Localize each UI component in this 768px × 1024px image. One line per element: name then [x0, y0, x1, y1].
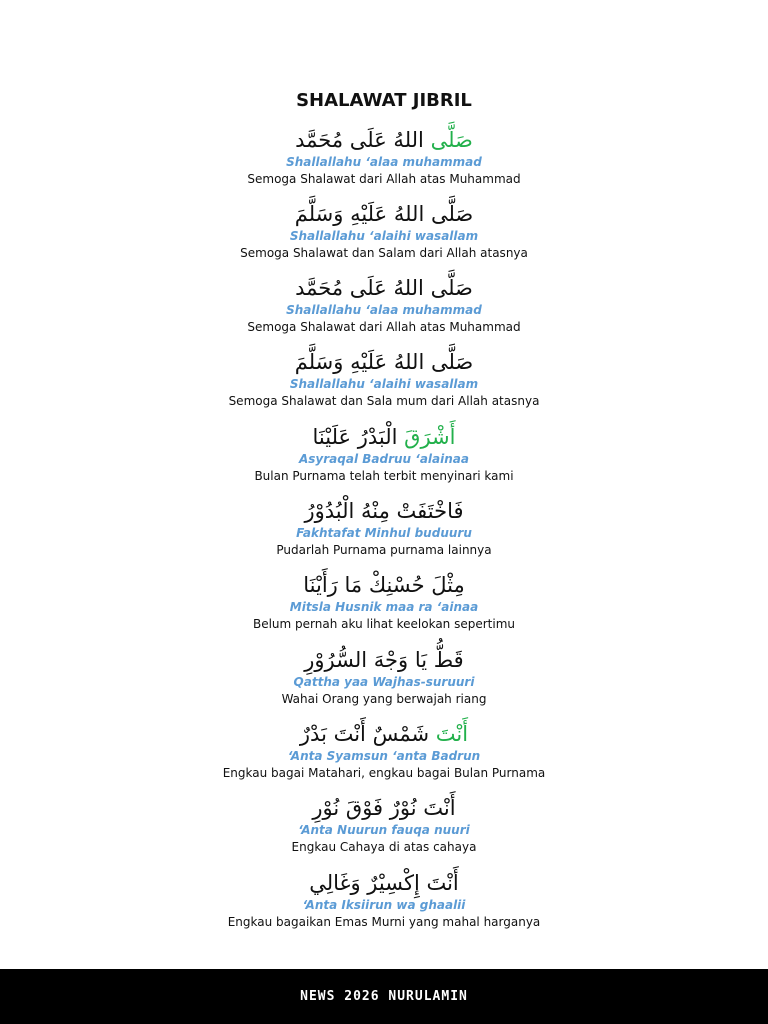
arabic-line: [0, 794, 768, 822]
arabic-line: [0, 571, 768, 599]
verse-4: [0, 348, 768, 410]
translation: Semoga Shalawat dan Salam dari Allah atasnya: [240, 246, 528, 260]
arabic-highlight: أَشْرَقَ: [404, 425, 456, 449]
transliteration: Mitsla Husnik maa ra ‘ainaa: [289, 600, 479, 614]
arabic-text: أَنْتَ نُوْرٌ فَوْقَ نُوْرِ: [312, 796, 456, 820]
transliteration: ‘Anta Iksiirun wa ghaalii: [302, 898, 466, 912]
verse-6: [0, 497, 768, 559]
transliteration: Shallallahu ‘alaihi wasallam: [289, 229, 479, 243]
translation: Engkau bagai Matahari, engkau bagai Bulan Purnama: [222, 766, 546, 780]
arabic-text: صَلَّى اللهُ عَلَى مُحَمَّد: [295, 276, 473, 300]
translation: Belum pernah aku lihat keelokan sepertimu: [252, 617, 516, 631]
arabic-text: فَاخْتَفَتْ مِنْهُ الْبُدُوْرُ: [304, 499, 464, 523]
arabic-highlight: أَنْتَ: [435, 722, 469, 746]
transliteration: Shallallahu ‘alaa muhammad: [286, 155, 482, 169]
verse-5: [0, 423, 768, 485]
transliteration: Shallallahu ‘alaa muhammad: [286, 303, 482, 317]
arabic-line: [0, 869, 768, 897]
arabic-text: شَمْسٌ أَنْتَ بَدْرٌ: [299, 722, 430, 746]
arabic-line: [0, 126, 768, 154]
arabic-line: [0, 274, 768, 302]
arabic-line: [0, 200, 768, 228]
arabic-line: [0, 720, 768, 748]
verse-8: [0, 646, 768, 708]
transliteration: Fakhtafat Minhul buduuru: [296, 526, 472, 540]
translation: Semoga Shalawat dari Allah atas Muhammad: [247, 172, 521, 186]
transliteration: Asyraqal Badruu ‘alainaa: [299, 452, 469, 466]
translation: Pudarlah Purnama purnama lainnya: [276, 543, 492, 557]
arabic-line: [0, 646, 768, 674]
verse-10: [0, 794, 768, 856]
arabic-text: الْبَدْرُ عَلَيْنَا: [312, 425, 398, 449]
arabic-text: صَلَّى اللهُ عَلَيْهِ وَسَلَّمَ: [294, 350, 474, 374]
transliteration: ‘Anta Nuurun fauqa nuuri: [298, 823, 470, 837]
arabic-text: قَطُّ يَا وَجْهَ السُّرُوْرِ: [304, 648, 464, 672]
footer-text: NEWS 2026 NURULAMIN: [300, 989, 468, 1004]
verse-7: [0, 571, 768, 633]
arabic-text: أَنْتَ إِكْسِيْرٌ وَغَالِي: [309, 871, 459, 895]
verse-11: [0, 869, 768, 931]
footer-banner: [0, 969, 768, 1024]
transliteration: ‘Anta Syamsun ‘anta Badrun: [287, 749, 481, 763]
translation: Engkau Cahaya di atas cahaya: [291, 840, 477, 854]
arabic-highlight: صَلَّى: [430, 128, 473, 152]
translation: Semoga Shalawat dari Allah atas Muhammad: [247, 320, 521, 334]
verse-9: [0, 720, 768, 782]
arabic-text: صَلَّى اللهُ عَلَيْهِ وَسَلَّمَ: [294, 202, 474, 226]
translation: Wahai Orang yang berwajah riang: [281, 692, 487, 706]
verse-3: [0, 274, 768, 336]
arabic-line: [0, 497, 768, 525]
translation: Semoga Shalawat dan Sala mum dari Allah atasnya: [228, 394, 540, 408]
transliteration: Shallallahu ‘alaihi wasallam: [289, 377, 479, 391]
arabic-text: مِثْلَ حُسْنِكْ مَا رَأَيْنَا: [303, 573, 465, 597]
translation: Engkau bagaikan Emas Murni yang mahal harganya: [227, 915, 541, 929]
verse-2: [0, 200, 768, 262]
translation: Bulan Purnama telah terbit menyinari kami: [254, 469, 514, 483]
verse-1: [0, 126, 768, 188]
arabic-line: [0, 348, 768, 376]
page-title: SHALAWAT JIBRIL: [296, 90, 472, 111]
transliteration: Qattha yaa Wajhas-suruuri: [293, 675, 475, 689]
arabic-text: اللهُ عَلَى مُحَمَّد: [295, 128, 424, 152]
arabic-line: [0, 423, 768, 451]
